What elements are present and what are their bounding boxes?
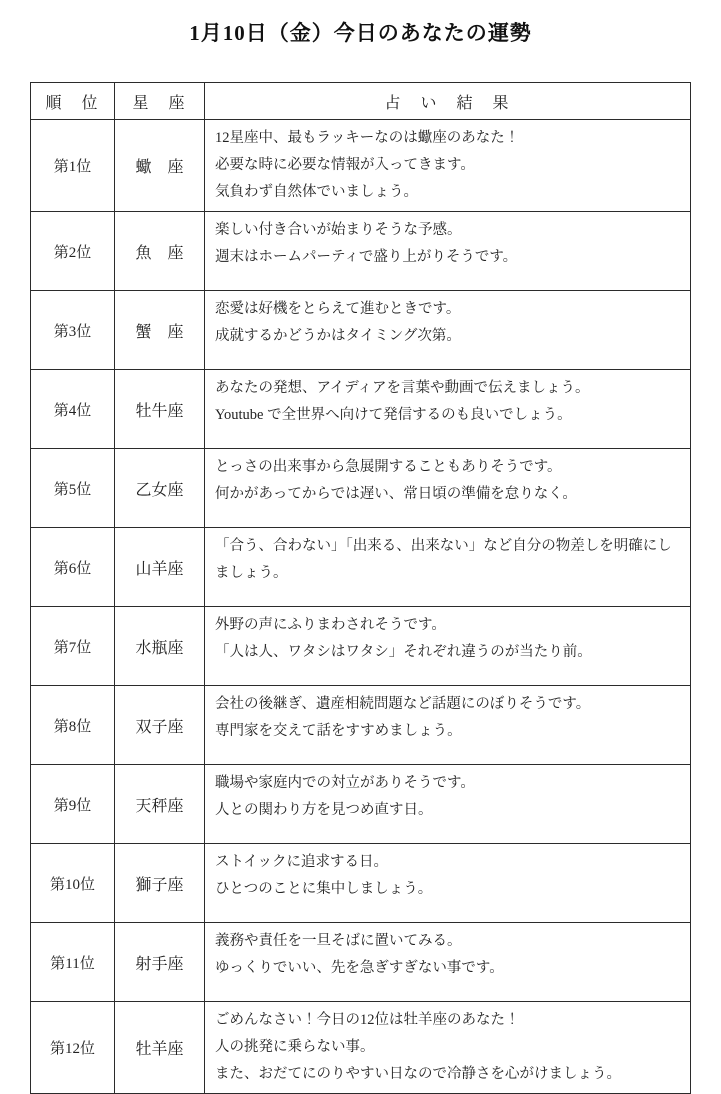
result-line: 職場や家庭内での対立がありそうです。 (215, 775, 475, 791)
result-line: 気負わず自然体でいましょう。 (215, 184, 418, 200)
table-body (31, 120, 691, 1094)
result-line: 12星座中、最もラッキーなのは蠍座のあなた！ (215, 130, 520, 146)
result-line: Youtube で全世界へ向けて発信するのも良いでしょう。 (215, 407, 572, 423)
sign-cell: 獅子座 (115, 844, 205, 923)
sign-cell: 双子座 (115, 686, 205, 765)
result-line: あなたの発想、アイディアを言葉や動画で伝えましょう。 (215, 380, 590, 396)
rank-cell: 第6位 (31, 528, 115, 607)
result-line: ひとつのことに集中しましょう。 (215, 881, 433, 897)
header-row (31, 83, 691, 120)
result-cell (205, 291, 691, 370)
table-row (31, 212, 691, 291)
result-cell (205, 844, 691, 923)
table-row (31, 120, 691, 212)
result-line: 義務や責任を一旦そばに置いてみる。 (215, 933, 462, 949)
result-cell (205, 923, 691, 1002)
rank-cell: 第8位 (31, 686, 115, 765)
result-cell (205, 607, 691, 686)
result-line: とっさの出来事から急展開することもありそうです。 (215, 459, 562, 475)
fortune-table (30, 82, 691, 1094)
result-cell (205, 528, 691, 607)
result-line: 会社の後継ぎ、遺産相続問題など話題にのぼりそうです。 (215, 696, 591, 712)
header-rank: 順 位 (31, 83, 115, 120)
sign-cell: 水瓶座 (115, 607, 205, 686)
sign-cell: 魚 座 (115, 212, 205, 291)
table-row (31, 607, 691, 686)
sign-cell: 射手座 (115, 923, 205, 1002)
sign-cell: 乙女座 (115, 449, 205, 528)
table-row (31, 291, 691, 370)
rank-cell: 第9位 (31, 765, 115, 844)
result-line: 必要な時に必要な情報が入ってきます。 (215, 157, 475, 173)
rank-cell: 第11位 (31, 923, 115, 1002)
result-cell (205, 765, 691, 844)
result-cell (205, 1002, 691, 1094)
result-cell (205, 449, 691, 528)
result-line: 何かがあってからでは遅い、常日頃の準備を怠りなく。 (215, 486, 577, 502)
result-line: 人との関わり方を見つめ直す日。 (215, 802, 433, 818)
table-row (31, 765, 691, 844)
rank-cell: 第1位 (31, 120, 115, 212)
sign-cell: 牡牛座 (115, 370, 205, 449)
table-row (31, 1002, 691, 1094)
result-line: 週末はホームパーティで盛り上がりそうです。 (215, 249, 518, 265)
table-row (31, 449, 691, 528)
result-line: 外野の声にふりまわされそうです。 (215, 617, 446, 633)
result-line: 人の挑発に乗らない事。 (215, 1039, 375, 1055)
result-line: 専門家を交えて話をすすめましょう。 (215, 723, 462, 739)
table-row (31, 923, 691, 1002)
rank-cell: 第5位 (31, 449, 115, 528)
header-sign: 星 座 (115, 83, 205, 120)
rank-cell: 第12位 (31, 1002, 115, 1094)
sign-cell: 蠍 座 (115, 120, 205, 212)
rank-cell: 第4位 (31, 370, 115, 449)
table-row (31, 686, 691, 765)
sign-cell: 牡羊座 (115, 1002, 205, 1094)
table-row (31, 370, 691, 449)
rank-cell: 第2位 (31, 212, 115, 291)
rank-cell: 第10位 (31, 844, 115, 923)
result-cell (205, 120, 691, 212)
sign-cell: 蟹 座 (115, 291, 205, 370)
rank-cell: 第7位 (31, 607, 115, 686)
rank-cell: 第3位 (31, 291, 115, 370)
page-title: 1月10日（金）今日のあなたの運勢 (189, 21, 532, 45)
sign-cell: 天秤座 (115, 765, 205, 844)
result-line: また、おだてにのりやすい日なので冷静さを心がけましょう。 (215, 1066, 621, 1082)
table-row (31, 844, 691, 923)
result-line: 楽しい付き合いが始まりそうな予感。 (215, 222, 462, 238)
result-line: 成就するかどうかはタイミング次第。 (215, 328, 461, 344)
result-cell (205, 370, 691, 449)
table-row (31, 528, 691, 607)
result-line: 恋愛は好機をとらえて進むときです。 (215, 301, 461, 317)
result-line: ストイックに追求する日。 (215, 854, 388, 870)
sign-cell: 山羊座 (115, 528, 205, 607)
header-result: 占 い 結 果 (205, 83, 691, 120)
result-line: 「人は人、ワタシはワタシ」それぞれ違うのが当たり前。 (215, 644, 592, 660)
result-line: ごめんなさい！今日の12位は牡羊座のあなた！ (215, 1012, 520, 1028)
result-cell (205, 686, 691, 765)
result-cell (205, 212, 691, 291)
result-line: ゆっくりでいい、先を急ぎすぎない事です。 (215, 960, 504, 976)
result-line: 「合う、合わない」「出来る、出来ない」など自分の物差しを明確にしましょう。 (215, 538, 672, 581)
